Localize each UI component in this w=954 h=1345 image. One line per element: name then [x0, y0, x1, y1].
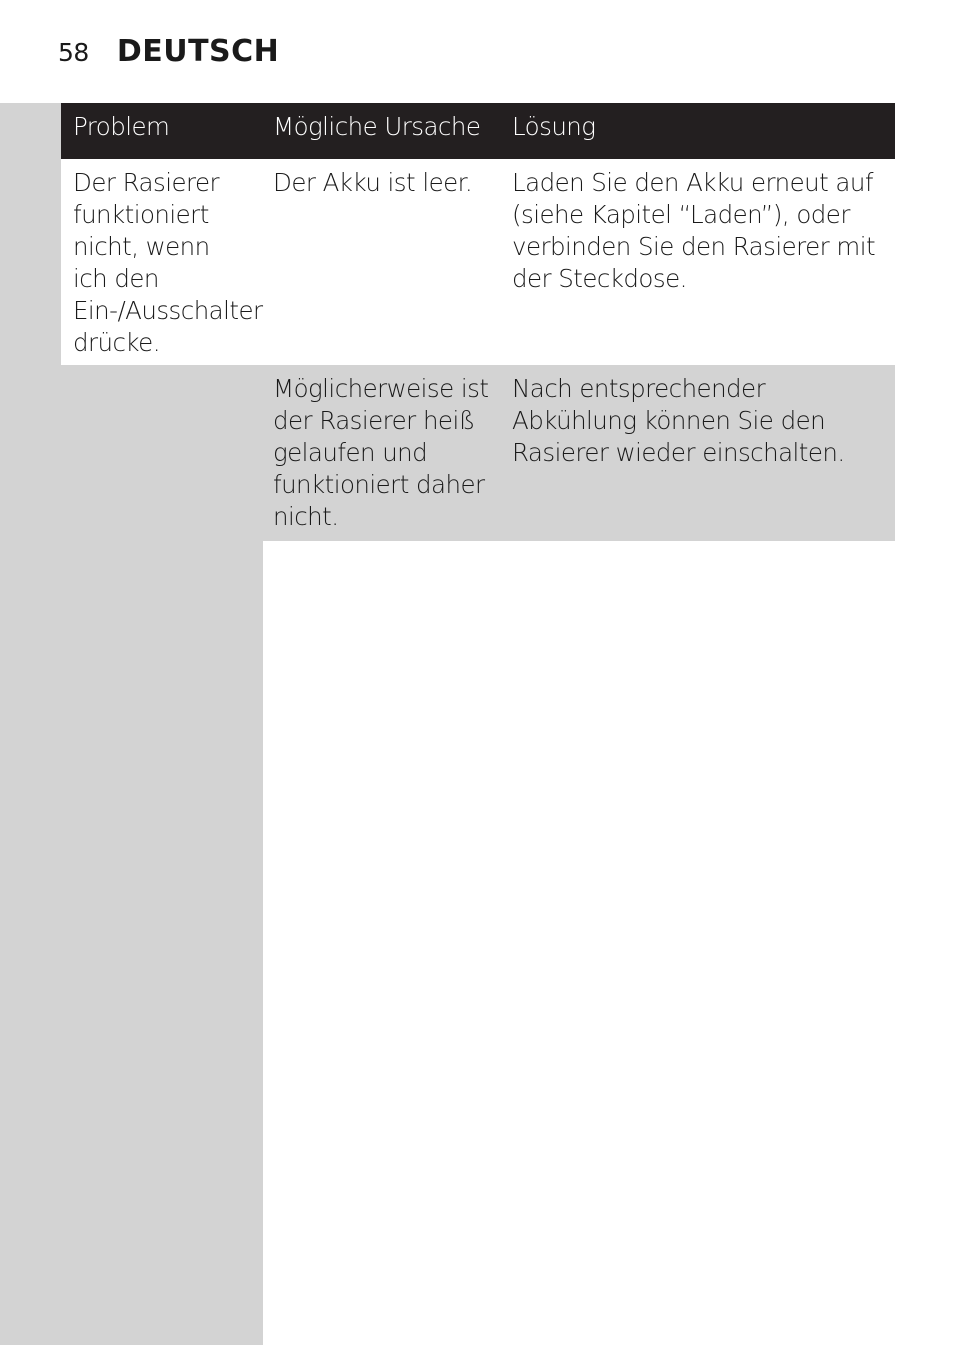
troubleshooting-table	[61, 103, 895, 541]
page-header	[58, 34, 279, 74]
section-title: DEUTSCH	[116, 34, 280, 69]
table-header-row	[61, 103, 895, 159]
cause-cell: Der Akku ist leer.	[273, 168, 473, 197]
solution-cell: Nach entsprechender Abkühlung können Sie den Rasierer wieder einschalten.	[512, 374, 845, 467]
solution-cell: Laden Sie den Akku erneut auf (siehe Kapitel “Laden”), oder verbinden Sie den Rasierer mit der Steckdose.	[512, 168, 876, 293]
header-solution: Lösung	[512, 112, 596, 141]
page-number: 58	[58, 38, 89, 67]
cause-cell: Möglicherweise ist der Rasierer heiß gelaufen und funktioniert daher nicht.	[273, 374, 489, 531]
header-cause: Mögliche Ursache	[273, 112, 481, 141]
table-row	[61, 159, 895, 365]
problem-cell	[61, 365, 261, 541]
table-row	[61, 365, 895, 541]
problem-cell: Der Rasierer funktioniert nicht, wenn ich den Ein-/Ausschalter drücke.	[73, 168, 263, 357]
header-problem: Problem	[73, 112, 170, 141]
